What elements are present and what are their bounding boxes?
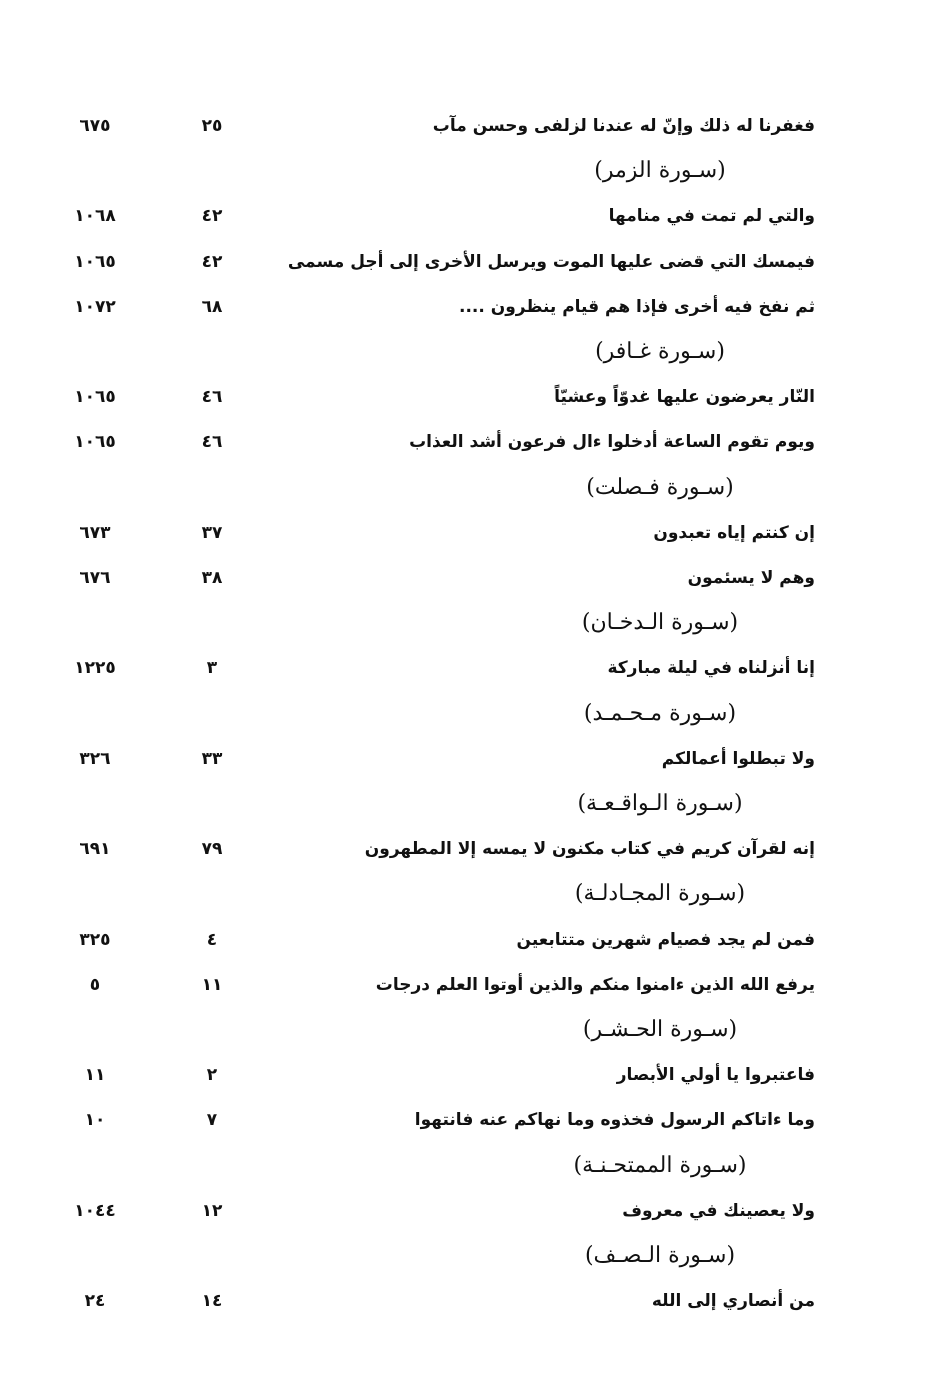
ayah-number: ٤٦	[201, 432, 223, 453]
verse-text: من أنصاري إلى الله	[651, 1291, 815, 1312]
ayah-number: ٣٨	[201, 568, 223, 588]
verse-text: إنا أنزلناه في ليلة مباركة	[607, 658, 815, 679]
verse-text: فيمسك التي قضى عليها الموت ويرسل الأخرى إلى أجل مسمى	[287, 251, 815, 272]
ayah-number: ٣٧	[201, 522, 223, 543]
ayah-number: ٢	[206, 1065, 218, 1086]
ayah-number: ١٢	[201, 1200, 223, 1221]
surah-heading: (سـورة الـدخـان)	[581, 610, 739, 636]
page-number: ١٢٢٥	[74, 658, 116, 679]
surah-heading-row	[0, 1236, 943, 1276]
page-number: ١٠	[84, 1110, 106, 1131]
verse-row	[0, 558, 943, 598]
surah-heading: (سـورة غـافر)	[595, 339, 725, 364]
surah-heading: (سـورة مـحـمـد)	[583, 700, 737, 726]
verse-row	[0, 1100, 943, 1140]
ayah-number: ٤٦	[201, 387, 223, 408]
ayah-number: ٤	[206, 929, 218, 950]
surah-heading-row	[0, 468, 943, 508]
surah-heading-row	[0, 1010, 943, 1050]
ayah-number: ٦٨	[201, 296, 223, 317]
ayah-number: ٣٣	[201, 748, 223, 769]
verse-row	[0, 1191, 943, 1231]
verse-text: ويوم تقوم الساعة أدخلوا ءال فرعون أشد العذاب	[409, 432, 815, 453]
surah-heading: (سـورة الزمر)	[594, 158, 726, 184]
page-number: ٥	[89, 974, 101, 995]
verse-row	[0, 287, 943, 327]
ayah-number: ٧	[206, 1110, 218, 1131]
page-number: ١٠٦٨	[74, 206, 116, 227]
verse-row	[0, 920, 943, 960]
surah-heading-row	[0, 603, 943, 643]
verse-text: إن كنتم إياه تعبدون	[653, 522, 815, 543]
verse-row	[0, 377, 943, 417]
surah-heading-row	[0, 1146, 943, 1186]
page-number: ٦٧٥	[79, 116, 111, 136]
page-number: ٦٩١	[79, 839, 111, 860]
verse-text: يرفع الله الذين ءامنوا منكم والذين أوتوا العلم درجات	[375, 974, 815, 995]
verse-text: ولا تبطلوا أعمالكم	[661, 748, 815, 769]
verse-text: ثم نفخ فيه أخرى فإذا هم قيام ينظرون ....	[458, 296, 815, 317]
verse-text: ولا يعصينك في معروف	[622, 1200, 815, 1221]
verse-text: فاعتبروا يا أولي الأبصار	[616, 1065, 815, 1086]
page-number: ٢٤	[84, 1291, 106, 1312]
ayah-number: ١٤	[201, 1291, 223, 1312]
verse-text: وهم لا يسئمون	[687, 568, 815, 588]
ayah-number: ٧٩	[201, 839, 223, 860]
verse-row	[0, 1055, 943, 1095]
verse-row	[0, 196, 943, 236]
verse-row	[0, 648, 943, 688]
surah-heading-row	[0, 151, 943, 191]
surah-heading-row	[0, 332, 943, 372]
page-number: ١٠٦٥	[74, 251, 116, 272]
surah-heading-row	[0, 694, 943, 734]
page-number: ١١	[84, 1065, 106, 1086]
surah-heading-row	[0, 874, 943, 914]
verse-row	[0, 422, 943, 462]
verse-text: النّار يعرضون عليها غدوّاً وعشيّاً	[554, 387, 815, 408]
page-number: ٣٢٥	[79, 929, 111, 950]
verse-text: إنه لقرآن كريم في كتاب مكنون لا يمسه إلا المطهرون	[364, 839, 815, 860]
verse-text: والتي لم تمت في منامها	[608, 206, 815, 227]
verse-row	[0, 829, 943, 869]
ayah-number: ٤٢	[201, 251, 223, 272]
surah-heading: (سـورة الممتحـنـة)	[573, 1152, 747, 1178]
page-number: ١٠٦٥	[74, 432, 116, 453]
surah-heading: (سـورة المجـادلـة)	[574, 881, 746, 907]
page-number: ١٠٦٥	[74, 387, 116, 408]
verse-row	[0, 739, 943, 779]
surah-heading: (سـورة الـواقـعـة)	[577, 791, 743, 816]
verse-row	[0, 965, 943, 1005]
surah-heading: (سـورة الـصـف)	[584, 1243, 736, 1268]
ayah-number: ٢٥	[201, 116, 223, 136]
ayah-number: ١١	[201, 974, 223, 995]
verse-text: فغفرنا له ذلك وإنّ له عندنا لزلفى وحسن مآب	[432, 116, 815, 136]
ayah-number: ٣	[206, 658, 218, 679]
surah-heading: (سـورة فـصلت)	[586, 474, 734, 500]
page-number: ١٠٧٢	[74, 296, 116, 317]
page-number: ٦٧٣	[79, 522, 111, 543]
page-number: ٣٢٦	[79, 748, 111, 769]
verse-text: وما ءاتاكم الرسول فخذوه وما نهاكم عنه فانتهوا	[414, 1110, 815, 1131]
page-number: ١٠٤٤	[74, 1200, 116, 1221]
page-number: ٦٧٦	[79, 568, 111, 588]
ayah-number: ٤٢	[201, 206, 223, 227]
verse-row	[0, 242, 943, 282]
surah-heading-row	[0, 784, 943, 824]
verse-row	[0, 1281, 943, 1321]
surah-heading: (سـورة الحـشـر)	[582, 1017, 738, 1042]
verse-row	[0, 106, 943, 146]
verse-row	[0, 513, 943, 553]
verse-text: فمن لم يجد فصيام شهرين متتابعين	[516, 929, 815, 950]
